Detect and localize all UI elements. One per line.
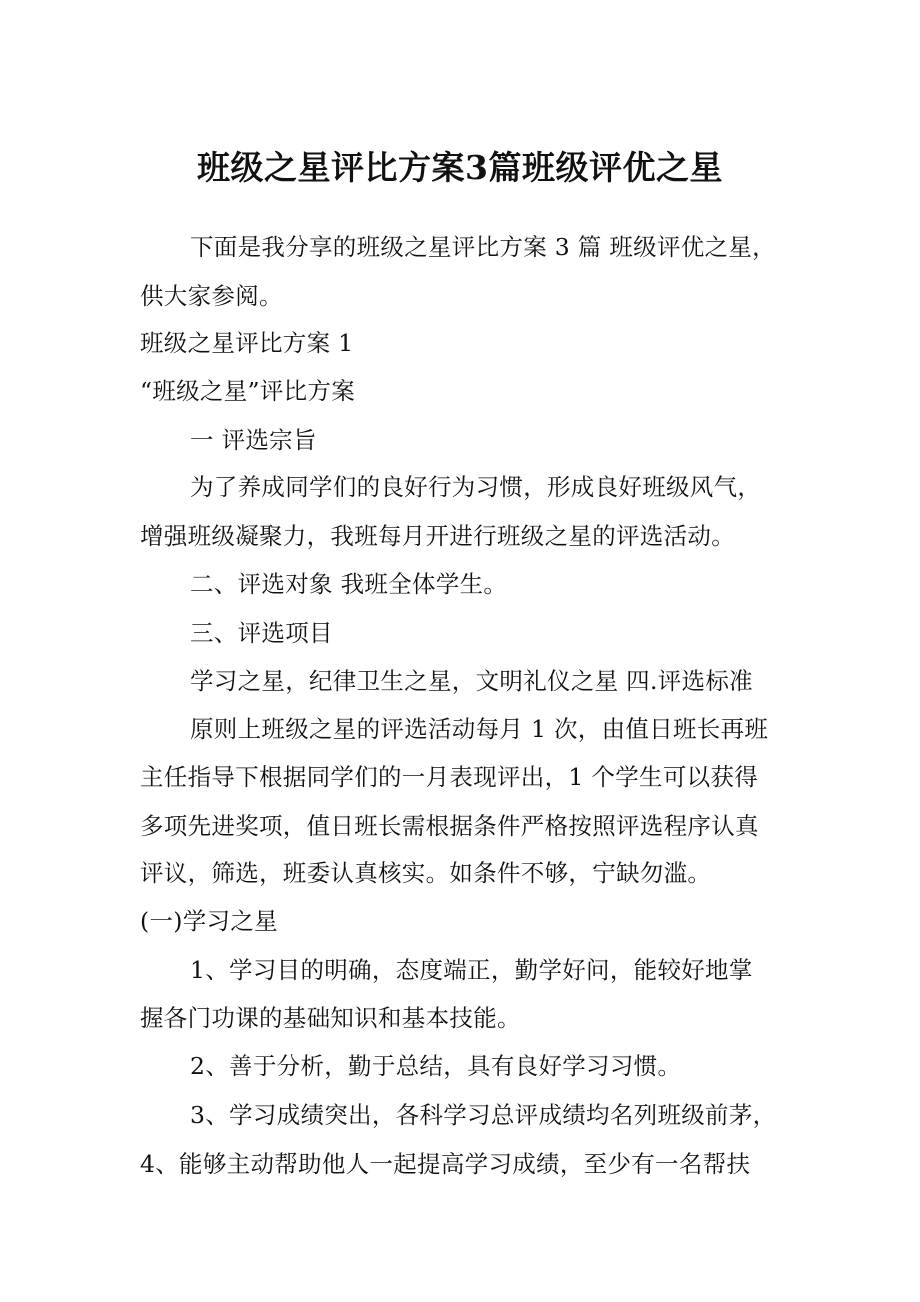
paragraph-purpose-line-1: 为了养成同学们的良好行为习惯，形成良好班级风气， (190, 473, 762, 501)
plan-heading: “班级之星”评比方案 (140, 377, 356, 405)
item-heading-projects: 三、评选项目 (190, 619, 333, 647)
item-target: 二、评选对象 我班全体学生。 (190, 570, 508, 598)
criterion-2: 2、善于分析，勤于总结，具有良好学习习惯。 (190, 1052, 682, 1080)
paragraph-projects: 学习之星，纪律卫生之星，文明礼仪之星 四.评选标准 (190, 667, 753, 695)
criterion-1-line-1: 1、学习目的明确，态度端正，勤学好问，能较好地掌 (190, 956, 753, 984)
criterion-4: 4、能够主动帮助他人一起提高学习成绩，至少有一名帮扶 (140, 1150, 751, 1178)
paragraph-purpose-line-2: 增强班级凝聚力，我班每月开进行班级之星的评选活动。 (140, 522, 735, 550)
criterion-1-line-2: 握各门功课的基础知识和基本技能。 (140, 1004, 521, 1032)
section-heading: 班级之星评比方案 1 (140, 329, 354, 357)
subheading-study-star: (一)学习之星 (140, 907, 278, 935)
document-title: 班级之星评比方案3篇班级评优之星 (197, 148, 723, 187)
paragraph-standard-line-3: 多项先进奖项，值日班长需根据条件严格按照评选程序认真 (140, 812, 759, 840)
item-heading-purpose: 一 评选宗旨 (190, 426, 317, 454)
paragraph-intro-line-2: 供大家参阅。 (140, 282, 283, 310)
paragraph-standard-line-4: 评议，筛选，班委认真核实。如条件不够，宁缺勿滥。 (140, 859, 712, 887)
paragraph-intro-line-1: 下面是我分享的班级之星评比方案 3 篇 班级评优之星， (190, 233, 776, 261)
paragraph-standard-line-1: 原则上班级之星的评选活动每月 1 次，由值日班长再班 (190, 715, 769, 743)
criterion-3: 3、学习成绩突出，各科学习总评成绩均名列班级前茅， (190, 1101, 777, 1129)
paragraph-standard-line-2: 主任指导下根据同学们的一月表现评出，1 个学生可以获得 (140, 763, 759, 791)
